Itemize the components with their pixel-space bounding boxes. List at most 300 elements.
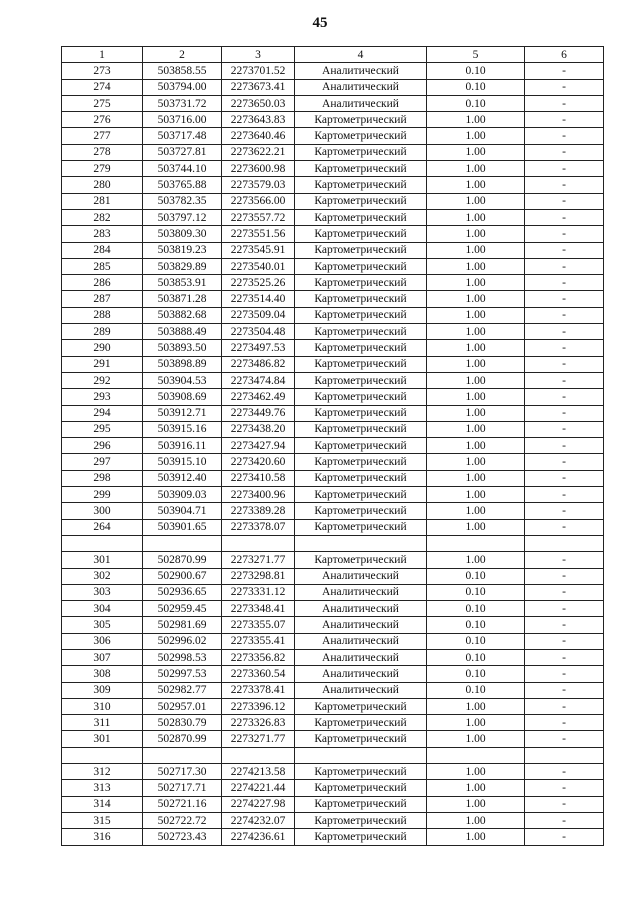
table-cell: - bbox=[525, 796, 604, 812]
table-cell: 302 bbox=[62, 568, 143, 584]
table-cell: - bbox=[525, 487, 604, 503]
table-cell: Аналитический bbox=[295, 601, 427, 617]
table-cell: 287 bbox=[62, 291, 143, 307]
table-cell: 275 bbox=[62, 95, 143, 111]
table-cell: 503731.72 bbox=[143, 95, 222, 111]
table-cell bbox=[143, 535, 222, 551]
table-cell: 296 bbox=[62, 438, 143, 454]
table-row bbox=[62, 812, 604, 828]
table-cell: 1.00 bbox=[427, 161, 525, 177]
table-cell: Аналитический bbox=[295, 79, 427, 95]
table-cell: 2274232.07 bbox=[222, 812, 295, 828]
table-cell: - bbox=[525, 812, 604, 828]
table-cell: 274 bbox=[62, 79, 143, 95]
table-cell: 2273326.83 bbox=[222, 715, 295, 731]
table-cell: Картометрический bbox=[295, 372, 427, 388]
table-cell: 503912.71 bbox=[143, 405, 222, 421]
table-cell: Картометрический bbox=[295, 519, 427, 535]
table-cell: 1.00 bbox=[427, 405, 525, 421]
table-cell: 503909.03 bbox=[143, 487, 222, 503]
table-cell bbox=[62, 747, 143, 763]
table-cell: 294 bbox=[62, 405, 143, 421]
table-cell: 2273410.58 bbox=[222, 470, 295, 486]
table-cell: Картометрический bbox=[295, 405, 427, 421]
table-cell: 502996.02 bbox=[143, 633, 222, 649]
table-row bbox=[62, 128, 604, 144]
table-cell: 1.00 bbox=[427, 780, 525, 796]
table-cell: 0.10 bbox=[427, 568, 525, 584]
table-cell: - bbox=[525, 601, 604, 617]
table-cell: 503744.10 bbox=[143, 161, 222, 177]
header-row bbox=[62, 47, 604, 63]
table-cell: Картометрический bbox=[295, 438, 427, 454]
table-cell: - bbox=[525, 112, 604, 128]
table-cell: Аналитический bbox=[295, 682, 427, 698]
table-cell: 503915.16 bbox=[143, 421, 222, 437]
table-cell: 2273474.84 bbox=[222, 372, 295, 388]
table-cell: 297 bbox=[62, 454, 143, 470]
table-cell: Картометрический bbox=[295, 796, 427, 812]
table-cell: 304 bbox=[62, 601, 143, 617]
table-row bbox=[62, 584, 604, 600]
table-cell: 2273360.54 bbox=[222, 666, 295, 682]
table-cell: 502722.72 bbox=[143, 812, 222, 828]
table-cell: 273 bbox=[62, 63, 143, 79]
table-cell: 1.00 bbox=[427, 764, 525, 780]
table-cell: 1.00 bbox=[427, 829, 525, 845]
table-cell: - bbox=[525, 764, 604, 780]
table-cell: Картометрический bbox=[295, 503, 427, 519]
table-row bbox=[62, 731, 604, 747]
table-cell: - bbox=[525, 649, 604, 665]
table-cell: 2273389.28 bbox=[222, 503, 295, 519]
table-cell: Картометрический bbox=[295, 421, 427, 437]
table-cell: 502717.71 bbox=[143, 780, 222, 796]
header-cell: 6 bbox=[525, 47, 604, 63]
header-cell: 2 bbox=[143, 47, 222, 63]
table-row bbox=[62, 715, 604, 731]
table-cell: 279 bbox=[62, 161, 143, 177]
table-cell: 308 bbox=[62, 666, 143, 682]
table-cell: Картометрический bbox=[295, 487, 427, 503]
table-cell: Аналитический bbox=[295, 617, 427, 633]
table-cell bbox=[427, 747, 525, 763]
table-cell: - bbox=[525, 503, 604, 519]
table-cell: 2273600.98 bbox=[222, 161, 295, 177]
table-cell: 301 bbox=[62, 552, 143, 568]
table-row bbox=[62, 405, 604, 421]
table-cell: 264 bbox=[62, 519, 143, 535]
table-cell: Картометрический bbox=[295, 715, 427, 731]
table-cell: 2273643.83 bbox=[222, 112, 295, 128]
table-cell: 503716.00 bbox=[143, 112, 222, 128]
table-cell: 503858.55 bbox=[143, 63, 222, 79]
table-cell: - bbox=[525, 698, 604, 714]
table-cell: Картометрический bbox=[295, 177, 427, 193]
table-cell: 313 bbox=[62, 780, 143, 796]
table-cell: 277 bbox=[62, 128, 143, 144]
table-row bbox=[62, 568, 604, 584]
table-cell: 1.00 bbox=[427, 438, 525, 454]
table-row bbox=[62, 226, 604, 242]
table-cell: 503871.28 bbox=[143, 291, 222, 307]
table-cell: 311 bbox=[62, 715, 143, 731]
table-cell: 1.00 bbox=[427, 144, 525, 160]
table-cell: Аналитический bbox=[295, 666, 427, 682]
table-cell: - bbox=[525, 242, 604, 258]
table-cell: 1.00 bbox=[427, 372, 525, 388]
table-cell: - bbox=[525, 438, 604, 454]
table-row bbox=[62, 193, 604, 209]
table-row bbox=[62, 79, 604, 95]
table-cell: 1.00 bbox=[427, 209, 525, 225]
table-cell: 2273540.01 bbox=[222, 258, 295, 274]
table-cell: 306 bbox=[62, 633, 143, 649]
table-cell: - bbox=[525, 421, 604, 437]
table-cell: 1.00 bbox=[427, 128, 525, 144]
table-cell: 502870.99 bbox=[143, 552, 222, 568]
table-cell: 2273271.77 bbox=[222, 552, 295, 568]
table-cell: 1.00 bbox=[427, 715, 525, 731]
table-cell: 2273673.41 bbox=[222, 79, 295, 95]
table-cell: 502936.65 bbox=[143, 584, 222, 600]
table-cell: 2274213.58 bbox=[222, 764, 295, 780]
table-cell: 1.00 bbox=[427, 242, 525, 258]
table-cell: Картометрический bbox=[295, 812, 427, 828]
table-cell: 291 bbox=[62, 356, 143, 372]
table-cell: 1.00 bbox=[427, 389, 525, 405]
table-cell: 301 bbox=[62, 731, 143, 747]
table-row bbox=[62, 324, 604, 340]
table-cell: 502830.79 bbox=[143, 715, 222, 731]
table-cell: 2273348.41 bbox=[222, 601, 295, 617]
table-cell: 2273497.53 bbox=[222, 340, 295, 356]
table-cell: Аналитический bbox=[295, 649, 427, 665]
table-cell: 503898.89 bbox=[143, 356, 222, 372]
table-cell: 2273356.82 bbox=[222, 649, 295, 665]
table-cell: - bbox=[525, 568, 604, 584]
table-cell: 503819.23 bbox=[143, 242, 222, 258]
table-row bbox=[62, 633, 604, 649]
table-row bbox=[62, 454, 604, 470]
table-cell: 310 bbox=[62, 698, 143, 714]
table-row bbox=[62, 698, 604, 714]
table-cell: 0.10 bbox=[427, 682, 525, 698]
table-cell: 503912.40 bbox=[143, 470, 222, 486]
table-cell: - bbox=[525, 372, 604, 388]
table-row bbox=[62, 649, 604, 665]
table-cell: 300 bbox=[62, 503, 143, 519]
table-cell: - bbox=[525, 177, 604, 193]
table-cell: 282 bbox=[62, 209, 143, 225]
table-cell: - bbox=[525, 161, 604, 177]
table-cell: 1.00 bbox=[427, 812, 525, 828]
table-cell: 503782.35 bbox=[143, 193, 222, 209]
table-cell: 2273271.77 bbox=[222, 731, 295, 747]
table-cell: - bbox=[525, 128, 604, 144]
table-cell: - bbox=[525, 666, 604, 682]
table-cell: - bbox=[525, 275, 604, 291]
table-cell: 0.10 bbox=[427, 617, 525, 633]
table-cell: 2273514.40 bbox=[222, 291, 295, 307]
table-cell: 502959.45 bbox=[143, 601, 222, 617]
table-cell: 1.00 bbox=[427, 519, 525, 535]
table-row bbox=[62, 63, 604, 79]
table-cell: Картометрический bbox=[295, 780, 427, 796]
table-cell: 1.00 bbox=[427, 340, 525, 356]
table-cell: Картометрический bbox=[295, 258, 427, 274]
table-cell: 299 bbox=[62, 487, 143, 503]
table-cell: 2273355.07 bbox=[222, 617, 295, 633]
table-cell: 503901.65 bbox=[143, 519, 222, 535]
table-cell: 503908.69 bbox=[143, 389, 222, 405]
table-cell: - bbox=[525, 356, 604, 372]
table-row bbox=[62, 161, 604, 177]
table-cell: 1.00 bbox=[427, 454, 525, 470]
table-cell: - bbox=[525, 405, 604, 421]
table-row bbox=[62, 617, 604, 633]
separator-row bbox=[62, 747, 604, 763]
table-row bbox=[62, 307, 604, 323]
table-cell: 315 bbox=[62, 812, 143, 828]
table-cell: 298 bbox=[62, 470, 143, 486]
table-cell: 0.10 bbox=[427, 666, 525, 682]
table-cell: 309 bbox=[62, 682, 143, 698]
table-row bbox=[62, 356, 604, 372]
table-cell: Картометрический bbox=[295, 731, 427, 747]
table-cell: Аналитический bbox=[295, 584, 427, 600]
table-row bbox=[62, 258, 604, 274]
table-cell: Картометрический bbox=[295, 209, 427, 225]
table-row bbox=[62, 95, 604, 111]
table-cell: - bbox=[525, 682, 604, 698]
table-cell: 289 bbox=[62, 324, 143, 340]
table-cell: 0.10 bbox=[427, 584, 525, 600]
table-cell: Картометрический bbox=[295, 226, 427, 242]
table-cell: 2274227.98 bbox=[222, 796, 295, 812]
header-cell: 4 bbox=[295, 47, 427, 63]
table-cell bbox=[427, 535, 525, 551]
table-row bbox=[62, 340, 604, 356]
header-cell: 5 bbox=[427, 47, 525, 63]
table-cell: 2273462.49 bbox=[222, 389, 295, 405]
table-cell: Картометрический bbox=[295, 275, 427, 291]
table-cell: Картометрический bbox=[295, 161, 427, 177]
table-cell: - bbox=[525, 95, 604, 111]
table-cell: 2273449.76 bbox=[222, 405, 295, 421]
table-cell: 502900.67 bbox=[143, 568, 222, 584]
table-cell: 1.00 bbox=[427, 307, 525, 323]
table-cell: Картометрический bbox=[295, 389, 427, 405]
page-number: 45 bbox=[312, 15, 328, 31]
table-cell: 2273355.41 bbox=[222, 633, 295, 649]
table-cell: 303 bbox=[62, 584, 143, 600]
table-cell: 2273400.96 bbox=[222, 487, 295, 503]
table-cell: Картометрический bbox=[295, 291, 427, 307]
header-cell: 3 bbox=[222, 47, 295, 63]
table-cell: Аналитический bbox=[295, 633, 427, 649]
table-cell: 2273298.81 bbox=[222, 568, 295, 584]
table-cell: 503809.30 bbox=[143, 226, 222, 242]
table-cell: 503888.49 bbox=[143, 324, 222, 340]
table-cell: 288 bbox=[62, 307, 143, 323]
table-cell: 2273551.56 bbox=[222, 226, 295, 242]
table-cell: 503904.71 bbox=[143, 503, 222, 519]
table-row bbox=[62, 291, 604, 307]
table-cell bbox=[295, 747, 427, 763]
table-cell: Картометрический bbox=[295, 552, 427, 568]
table-cell: - bbox=[525, 829, 604, 845]
table-cell: 2273545.91 bbox=[222, 242, 295, 258]
table-cell: 2273650.03 bbox=[222, 95, 295, 111]
table-cell: 503853.91 bbox=[143, 275, 222, 291]
table-cell: - bbox=[525, 584, 604, 600]
table-cell: 1.00 bbox=[427, 258, 525, 274]
table-cell: - bbox=[525, 780, 604, 796]
table-cell: 502721.16 bbox=[143, 796, 222, 812]
table-cell: Аналитический bbox=[295, 63, 427, 79]
table-cell: 2273640.46 bbox=[222, 128, 295, 144]
table-cell: - bbox=[525, 144, 604, 160]
table-cell: 292 bbox=[62, 372, 143, 388]
table-header bbox=[62, 47, 604, 63]
table-row bbox=[62, 242, 604, 258]
table-row bbox=[62, 209, 604, 225]
table-cell: 295 bbox=[62, 421, 143, 437]
table-cell: 284 bbox=[62, 242, 143, 258]
table-cell: 276 bbox=[62, 112, 143, 128]
table-row bbox=[62, 503, 604, 519]
table-cell: 1.00 bbox=[427, 796, 525, 812]
table-body bbox=[62, 63, 604, 845]
table-cell: 2273701.52 bbox=[222, 63, 295, 79]
table-cell: 503717.48 bbox=[143, 128, 222, 144]
table-cell: 2273378.41 bbox=[222, 682, 295, 698]
table-cell bbox=[143, 747, 222, 763]
table-cell: 2273579.03 bbox=[222, 177, 295, 193]
table-cell: 503893.50 bbox=[143, 340, 222, 356]
table-cell: 285 bbox=[62, 258, 143, 274]
table-cell: - bbox=[525, 617, 604, 633]
table-cell: 2273509.04 bbox=[222, 307, 295, 323]
table-cell: 502717.30 bbox=[143, 764, 222, 780]
table-cell: 0.10 bbox=[427, 95, 525, 111]
table-cell: Картометрический bbox=[295, 829, 427, 845]
table-cell: 0.10 bbox=[427, 649, 525, 665]
table-cell: 1.00 bbox=[427, 177, 525, 193]
table-cell: Аналитический bbox=[295, 95, 427, 111]
table-cell: 281 bbox=[62, 193, 143, 209]
table-cell: 502982.77 bbox=[143, 682, 222, 698]
table-cell: Аналитический bbox=[295, 568, 427, 584]
table-cell: 502957.01 bbox=[143, 698, 222, 714]
table-cell: 316 bbox=[62, 829, 143, 845]
table-cell: Картометрический bbox=[295, 307, 427, 323]
table-row bbox=[62, 470, 604, 486]
table-cell: 502981.69 bbox=[143, 617, 222, 633]
table-cell: 2273396.12 bbox=[222, 698, 295, 714]
table-cell: 2273525.26 bbox=[222, 275, 295, 291]
table-cell: - bbox=[525, 226, 604, 242]
table-cell: 2273378.07 bbox=[222, 519, 295, 535]
table-cell: - bbox=[525, 389, 604, 405]
table-cell: 2274221.44 bbox=[222, 780, 295, 796]
table-cell: 503797.12 bbox=[143, 209, 222, 225]
table-cell: - bbox=[525, 193, 604, 209]
table-cell bbox=[525, 747, 604, 763]
table-cell: Картометрический bbox=[295, 454, 427, 470]
separator-row bbox=[62, 535, 604, 551]
table-cell: 503915.10 bbox=[143, 454, 222, 470]
table-cell: 1.00 bbox=[427, 291, 525, 307]
table-row bbox=[62, 177, 604, 193]
table-cell: 1.00 bbox=[427, 421, 525, 437]
table-cell: - bbox=[525, 63, 604, 79]
table-cell: 502723.43 bbox=[143, 829, 222, 845]
table-cell: 0.10 bbox=[427, 633, 525, 649]
table-cell: 503794.00 bbox=[143, 79, 222, 95]
table-cell: - bbox=[525, 552, 604, 568]
table-cell: Картометрический bbox=[295, 128, 427, 144]
table-cell: Картометрический bbox=[295, 112, 427, 128]
table-cell: - bbox=[525, 209, 604, 225]
header-cell: 1 bbox=[62, 47, 143, 63]
table-cell: 286 bbox=[62, 275, 143, 291]
table-row bbox=[62, 666, 604, 682]
table-cell: 2273504.48 bbox=[222, 324, 295, 340]
table-cell: 1.00 bbox=[427, 275, 525, 291]
table-cell: - bbox=[525, 307, 604, 323]
table-cell: 2273622.21 bbox=[222, 144, 295, 160]
table-cell: 1.00 bbox=[427, 487, 525, 503]
coordinates-table bbox=[61, 46, 604, 846]
table-cell: 2273557.72 bbox=[222, 209, 295, 225]
table-row bbox=[62, 552, 604, 568]
table-cell: 503765.88 bbox=[143, 177, 222, 193]
table-cell bbox=[62, 535, 143, 551]
table-row bbox=[62, 796, 604, 812]
table-cell bbox=[222, 535, 295, 551]
table-cell: 503882.68 bbox=[143, 307, 222, 323]
table-cell: 307 bbox=[62, 649, 143, 665]
table-cell: 2273566.00 bbox=[222, 193, 295, 209]
table-cell: - bbox=[525, 519, 604, 535]
table-cell: - bbox=[525, 454, 604, 470]
table-cell: Картометрический bbox=[295, 340, 427, 356]
table-cell: 2273486.82 bbox=[222, 356, 295, 372]
table-row bbox=[62, 682, 604, 698]
table-cell: Картометрический bbox=[295, 144, 427, 160]
table-row bbox=[62, 112, 604, 128]
table-cell: - bbox=[525, 324, 604, 340]
table-cell: 503916.11 bbox=[143, 438, 222, 454]
table-cell: Картометрический bbox=[295, 242, 427, 258]
table-cell: 2273438.20 bbox=[222, 421, 295, 437]
table-cell: 1.00 bbox=[427, 112, 525, 128]
table-cell bbox=[222, 747, 295, 763]
table-cell: 283 bbox=[62, 226, 143, 242]
table-cell: 280 bbox=[62, 177, 143, 193]
table-row bbox=[62, 372, 604, 388]
table-cell: 0.10 bbox=[427, 79, 525, 95]
table-cell: 2274236.61 bbox=[222, 829, 295, 845]
table-cell: 305 bbox=[62, 617, 143, 633]
table-cell: Картометрический bbox=[295, 698, 427, 714]
table-cell: - bbox=[525, 258, 604, 274]
table-cell: - bbox=[525, 633, 604, 649]
table-cell: 278 bbox=[62, 144, 143, 160]
table-cell: 502998.53 bbox=[143, 649, 222, 665]
